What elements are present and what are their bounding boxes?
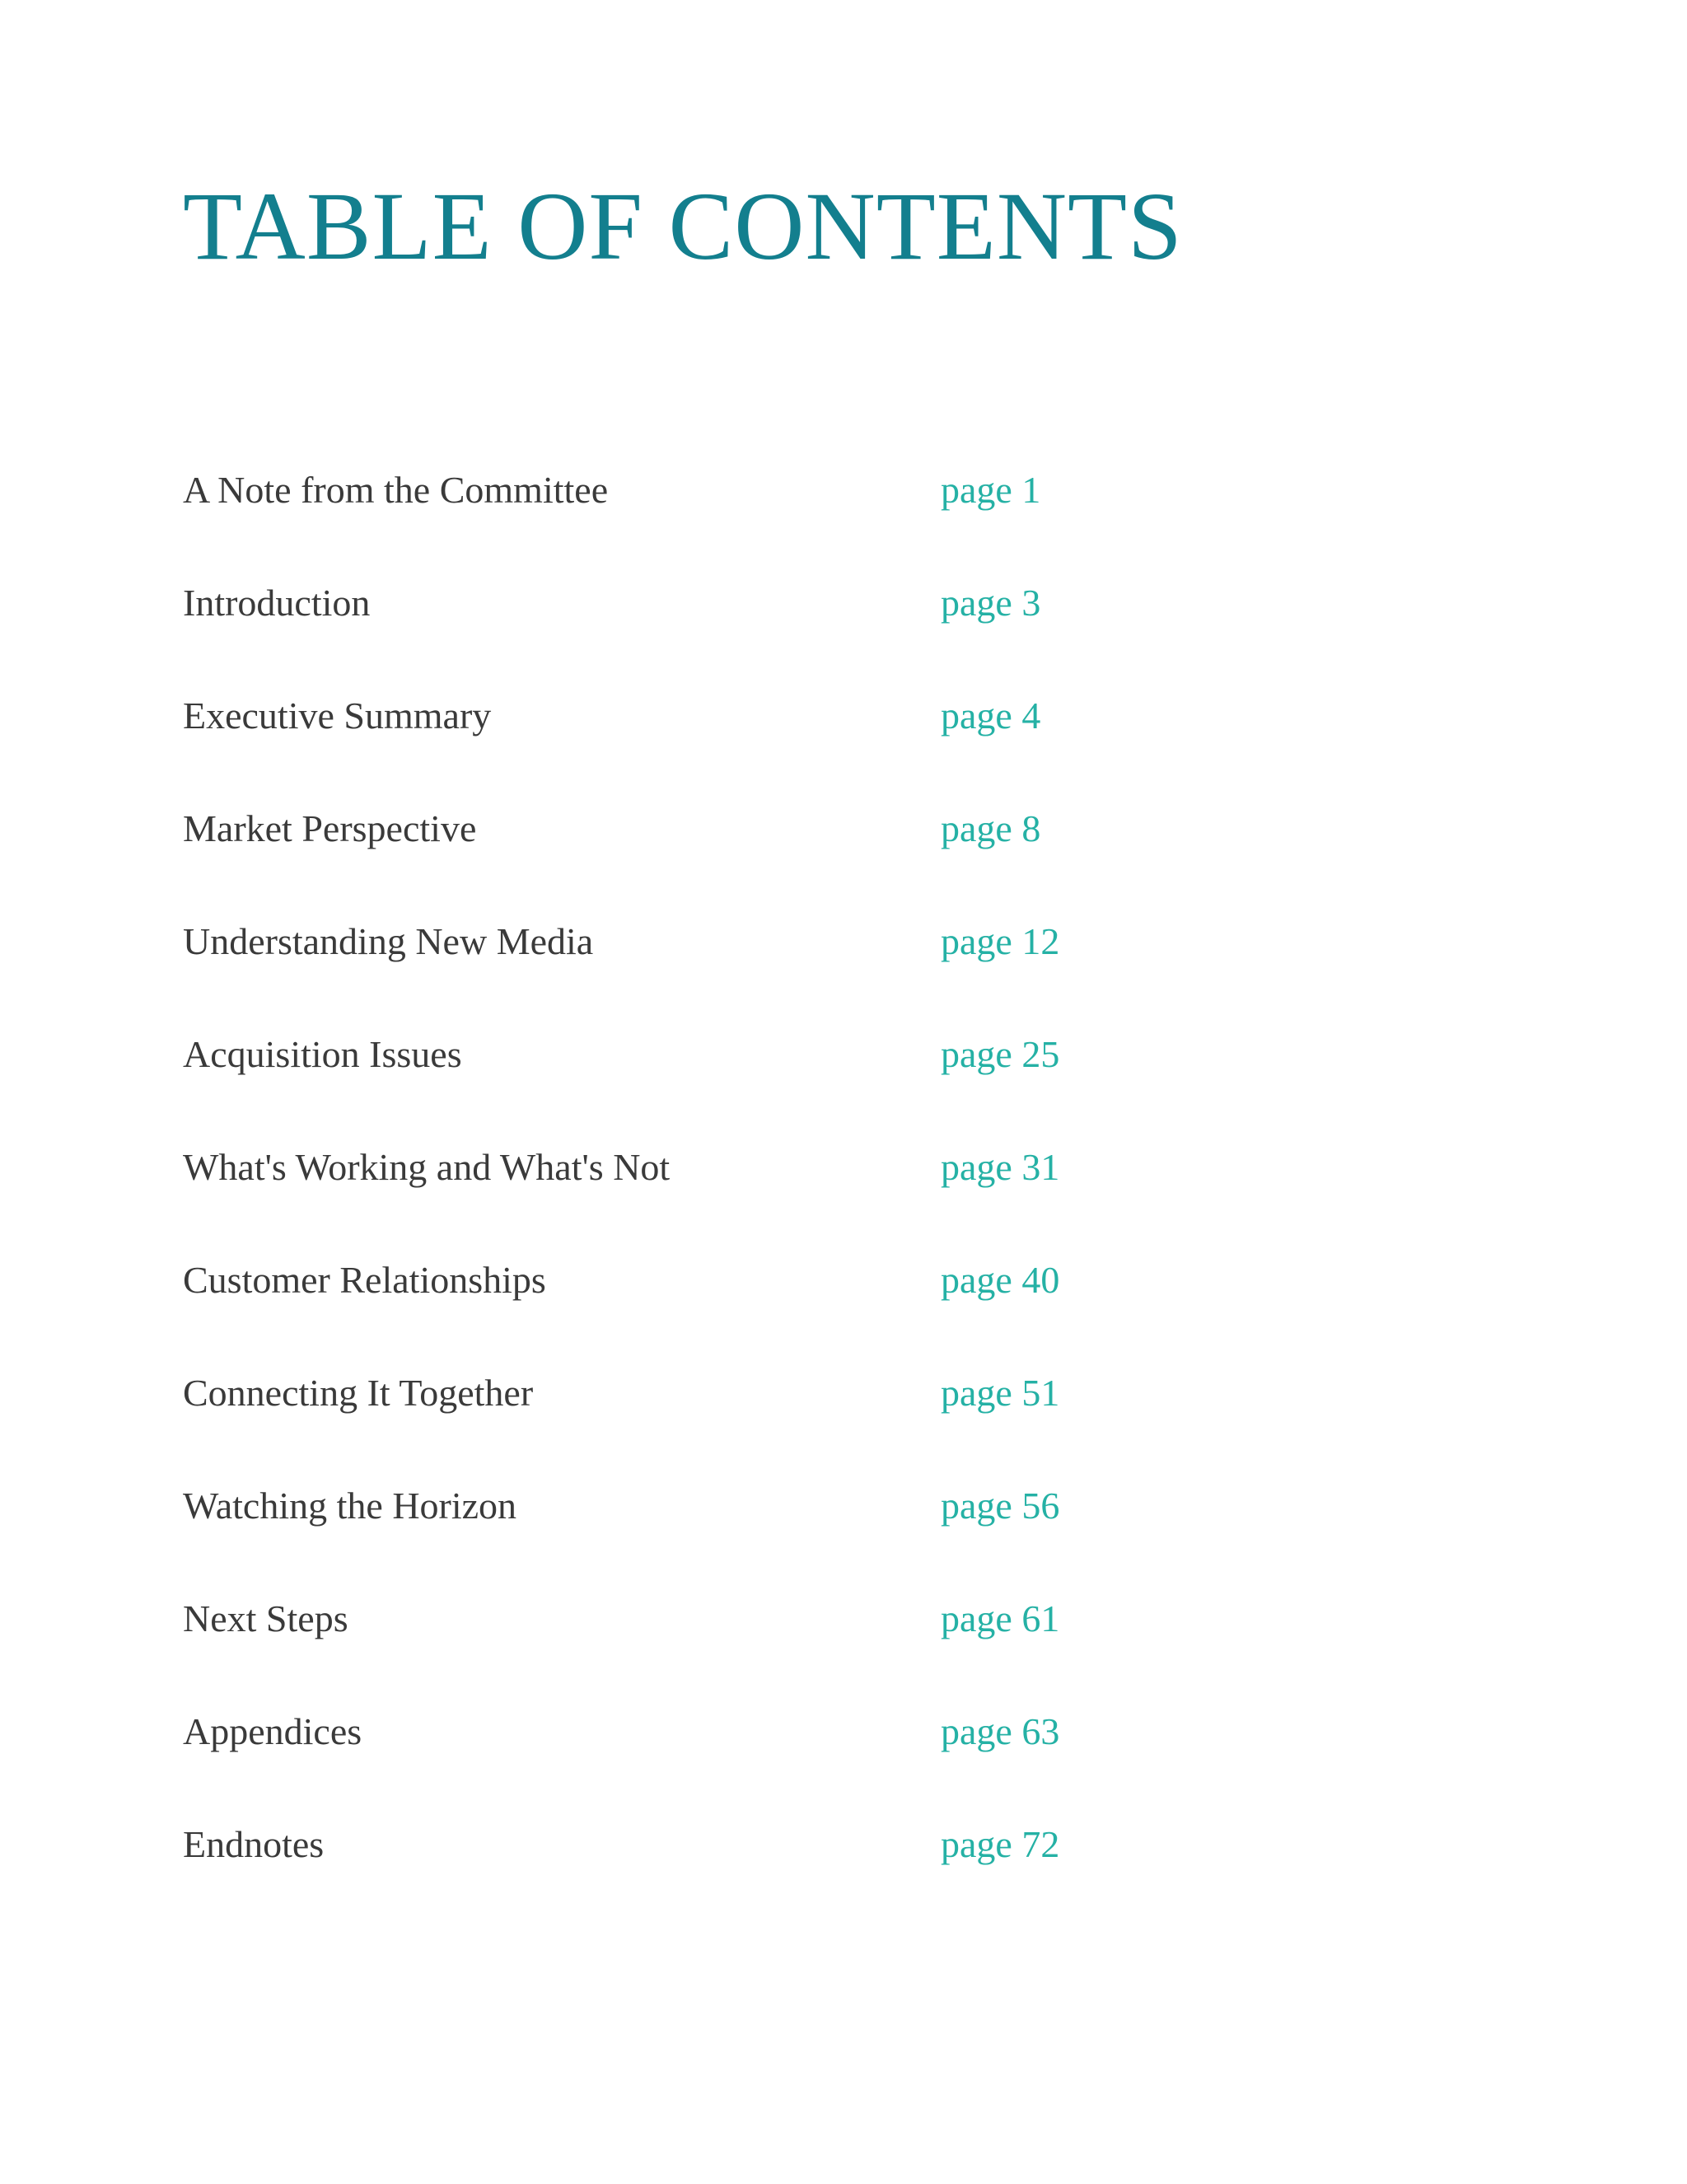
toc-entry[interactable] (183, 570, 1122, 683)
toc-entry-label: Introduction (183, 582, 371, 624)
toc-entry[interactable] (183, 1699, 1122, 1812)
toc-entry[interactable] (183, 1134, 1122, 1247)
toc-entry-label: Endnotes (183, 1823, 325, 1865)
toc-entry-label: Appendices (183, 1710, 362, 1752)
toc-entry[interactable] (183, 1586, 1122, 1699)
toc-entry-label: Acquisition Issues (183, 1033, 462, 1075)
toc-entry-label: Customer Relationships (183, 1259, 546, 1301)
toc-entry-page: page 72 (941, 1823, 1060, 1865)
toc-entry[interactable] (183, 1247, 1122, 1360)
toc-entry-page: page 63 (941, 1710, 1060, 1752)
toc-entry-label: Market Perspective (183, 807, 477, 849)
toc-entry-label: What's Working and What's Not (183, 1146, 671, 1188)
toc-entry[interactable] (183, 1022, 1122, 1134)
page-title: TABLE OF CONTENTS (183, 172, 1183, 280)
toc-entry-label: Next Steps (183, 1597, 348, 1639)
toc-entry-page: page 1 (941, 469, 1041, 511)
toc-entry-label: Understanding New Media (183, 920, 594, 962)
toc-entry[interactable] (183, 909, 1122, 1022)
toc-entry[interactable] (183, 1473, 1122, 1586)
toc-entry[interactable] (183, 796, 1122, 909)
toc-entry-page: page 8 (941, 807, 1041, 849)
toc-entry[interactable] (183, 683, 1122, 796)
toc-entry-page: page 51 (941, 1372, 1060, 1414)
table-of-contents-list (183, 457, 1122, 1924)
toc-entry-label: Connecting It Together (183, 1372, 534, 1414)
toc-entry[interactable] (183, 1812, 1122, 1924)
toc-entry-label: Executive Summary (183, 694, 492, 737)
toc-entry-page: page 61 (941, 1597, 1060, 1639)
toc-entry-label: Watching the Horizon (183, 1485, 517, 1527)
toc-entry-page: page 3 (941, 582, 1041, 624)
toc-entry-page: page 4 (941, 694, 1041, 737)
toc-entry-page: page 31 (941, 1146, 1060, 1188)
toc-entry[interactable] (183, 457, 1122, 570)
toc-entry-page: page 25 (941, 1033, 1060, 1075)
toc-entry-page: page 12 (941, 920, 1060, 962)
toc-entry-page: page 40 (941, 1259, 1060, 1301)
toc-entry-label: A Note from the Committee (183, 469, 609, 511)
toc-entry[interactable] (183, 1360, 1122, 1473)
toc-entry-page: page 56 (941, 1485, 1060, 1527)
